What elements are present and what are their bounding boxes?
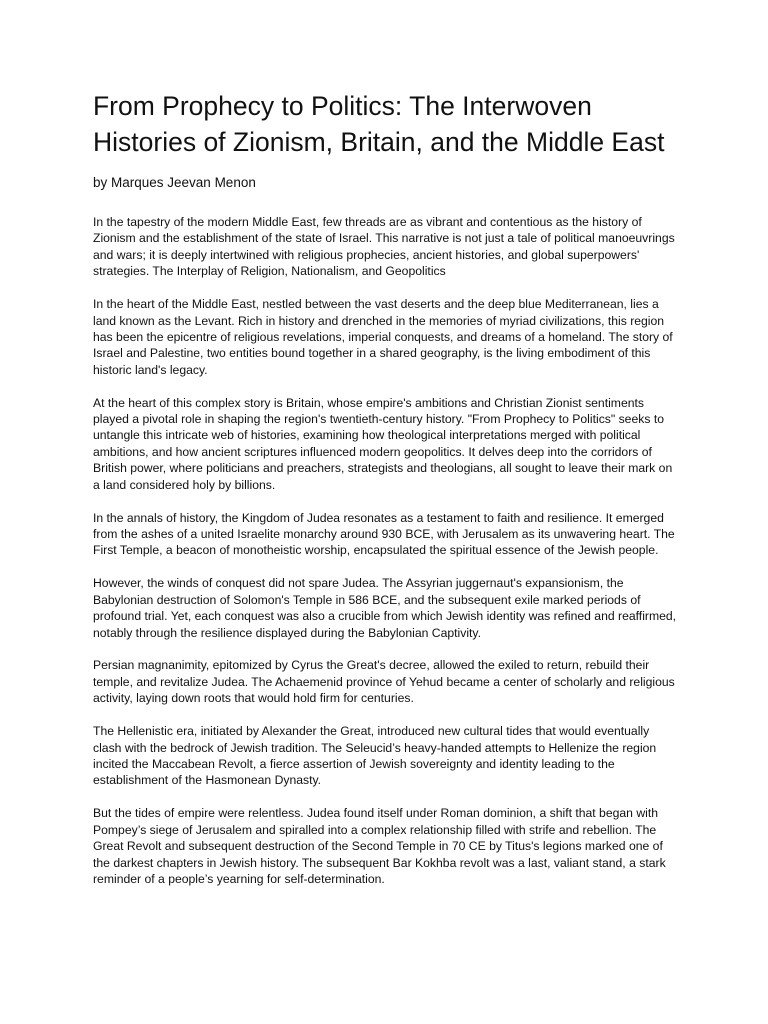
paragraph: In the heart of the Middle East, nestled between the vast deserts and the deep blue Mediterranean, lies a land known as the Levant. Rich in history and drenched in the memories of myriad civilizations, this region has been the epicentre of religious revelations, imperial conquests, and dreams of a homeland. The story of Israel and Palestine, two entities bound together in a shared geography, is the living embodiment of this historic land's legacy. xyxy=(93,297,673,377)
paragraph: But the tides of empire were relentless. Judea found itself under Roman dominion, a shift that began with Pompey’s siege of Jerusalem and spiralled into a complex relationship filled with strife and rebellion. The Great Revolt and subsequent destruction of the Second Temple in 70 CE by Titus's legions marked one of the darkest chapters in Jewish history. The subsequent Bar Kokhba revolt was a last, valiant stand, a stark reminder of a people’s yearning for self-determination. xyxy=(93,806,666,886)
paragraph: In the annals of history, the Kingdom of Judea resonates as a testament to faith and resilience. It emerged from the ashes of a united Israelite monarchy around 930 BCE, with Jerusalem as its unwavering heart. The First Temple, a beacon of monotheistic worship, encapsulated the spiritual essence of the Jewish people. xyxy=(93,510,675,558)
title-text: From Prophecy to Politics: The Interwoven Histories of Zionism, Britain, and the Middle East xyxy=(93,91,665,157)
paragraph: The Hellenistic era, initiated by Alexander the Great, introduced new cultural tides that would eventually clash with the bedrock of Jewish tradition. The Seleucid’s heavy-handed attempts to Hellenize the region incited the Maccabean Revolt, a fierce assertion of Jewish sovereignty and identity leading to the establishment of the Hasmonean Dynasty. xyxy=(93,724,657,788)
paragraph: In the tapestry of the modern Middle East, few threads are as vibrant and contentious as the history of Zionism and the establishment of the state of Israel. This narrative is not just a tale of political manoeuvrings and wars; it is deeply intertwined with religious prophecies, ancient histories, and global superpowers' strategies. The Interplay of Religion, Nationalism, and Geopolitics xyxy=(93,215,675,279)
paragraph: However, the winds of conquest did not spare Judea. The Assyrian juggernaut's expansionism, the Babylonian destruction of Solomon's Temple in 586 BCE, and the subsequent exile marked periods of profound trial. Yet, each conquest was also a crucible from which Jewish identity was refined and reaffirmed, notably through the resilience displayed during the Babylonian Captivity. xyxy=(93,576,677,640)
document-title xyxy=(93,88,681,196)
paragraph: Persian magnanimity, epitomized by Cyrus the Great's decree, allowed the exiled to return, rebuild their temple, and revitalize Judea. The Achaemenid province of Yehud became a center of scholarly and religious activity, laying down roots that would hold firm for centuries. xyxy=(93,658,675,706)
document-page xyxy=(93,88,681,904)
author-byline: by Marques Jeevan Menon xyxy=(93,175,256,190)
paragraph: At the heart of this complex story is Britain, whose empire's ambitions and Christian Zionist sentiments played a pivotal role in shaping the region's twentieth-century history. "From Prophecy to Politics" seeks to untangle this intricate web of histories, examining how theological interpretations merged with political ambitions, and how ancient scriptures influenced modern geopolitics. It delves deep into the corridors of British power, where politicians and preachers, strategists and theologians, all sought to leave their mark on a land considered holy by billions. xyxy=(93,395,673,492)
